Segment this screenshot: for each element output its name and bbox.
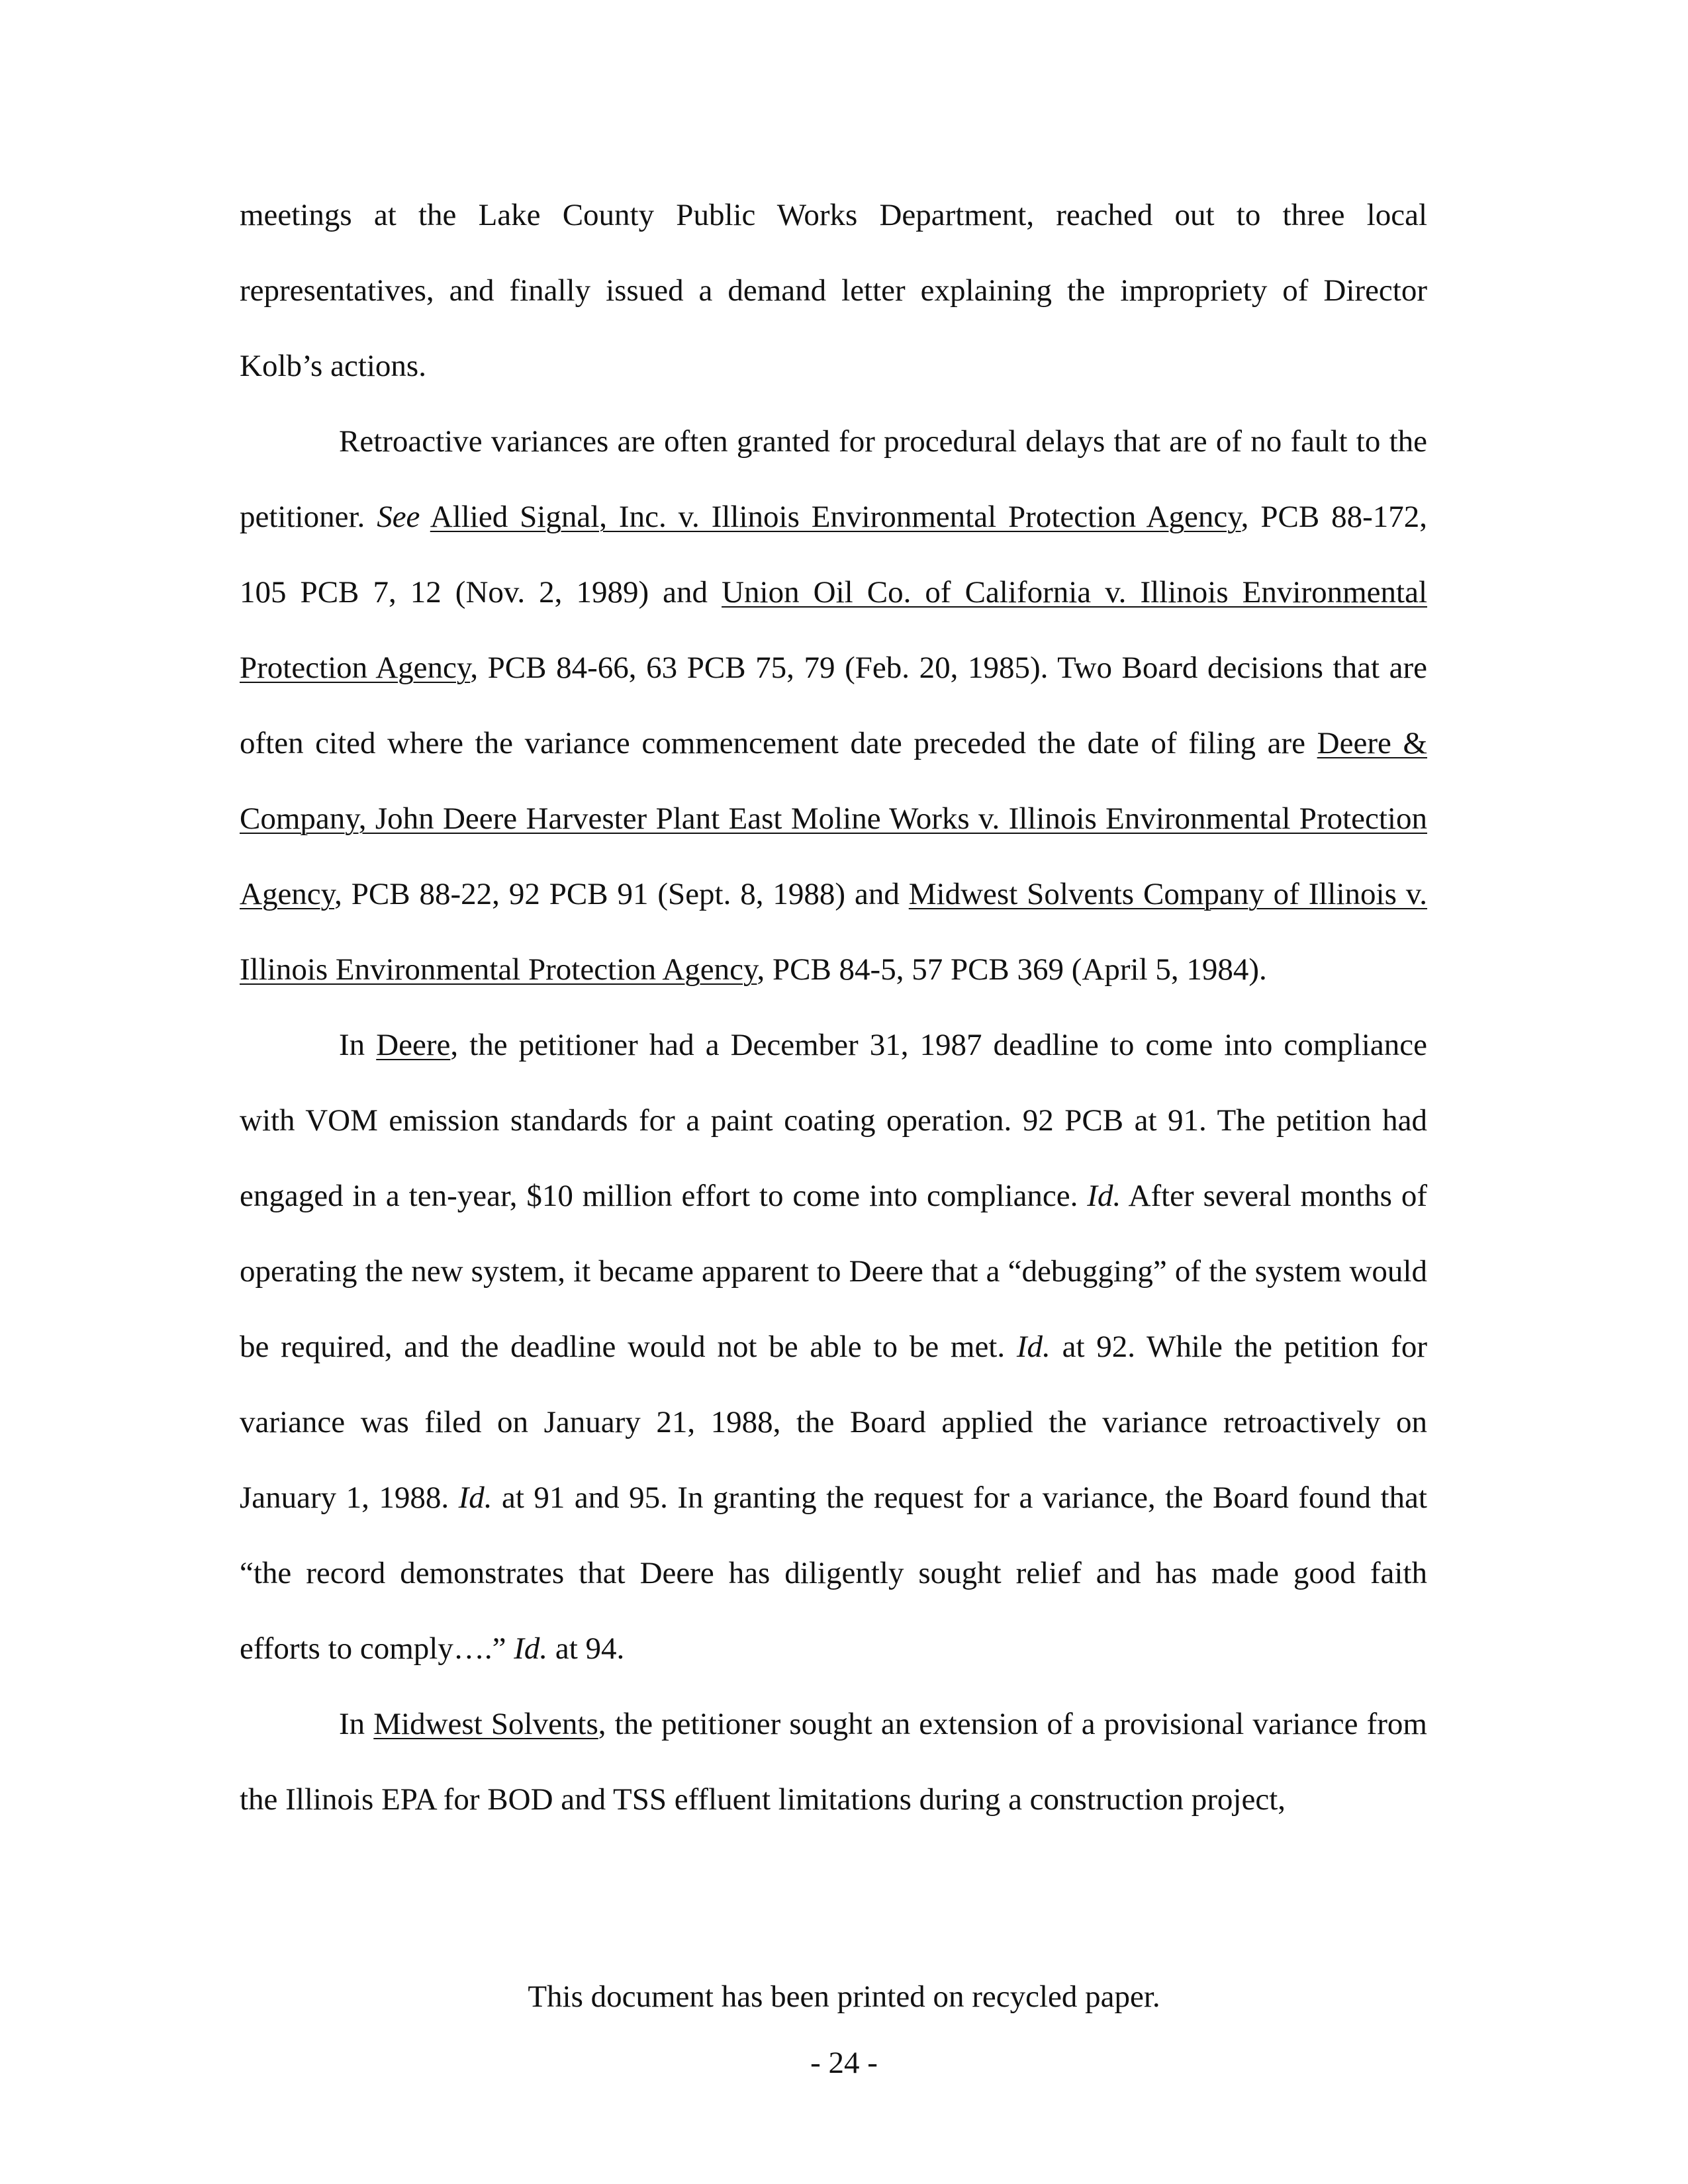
paragraph-1 bbox=[240, 177, 1427, 404]
paragraph-2 bbox=[240, 404, 1427, 1007]
text-run: In bbox=[339, 1707, 374, 1741]
signal-word: Id. bbox=[458, 1480, 492, 1515]
paragraph-3 bbox=[240, 1007, 1427, 1686]
text-run: at 94. bbox=[547, 1631, 625, 1666]
text-run: After several months of operating the new system, it became apparent to Deere that a “debugging” of the system would be required, and the deadline would not be able to be met. bbox=[240, 1179, 1427, 1364]
case-citation: Allied Signal, Inc. v. Illinois Environmental Protection Agency bbox=[430, 500, 1241, 534]
case-citation: Deere & Company, John Deere Harvester Plant East Moline Works v. Illinois Environmental Protection Agency bbox=[240, 726, 1427, 911]
text-run: , PCB 84-66, 63 PCB 75, 79 (Feb. 20, 1985). Two Board decisions that are often cited where the variance commencement date preceded the date of filing are bbox=[240, 651, 1427, 760]
signal-word: See bbox=[377, 500, 420, 534]
text-run: , the petitioner sought an extension of a provisional variance from the Illinois EPA for BOD and TSS effluent limitations during a construction project, bbox=[240, 1707, 1427, 1817]
case-citation: Midwest Solvents Company of Illinois v. Illinois Environmental Protection Agency bbox=[240, 877, 1428, 987]
text-run bbox=[420, 500, 430, 534]
case-citation: Deere bbox=[376, 1028, 451, 1062]
case-citation: Midwest Solvents bbox=[373, 1707, 598, 1741]
text-run: In bbox=[339, 1028, 377, 1062]
page-number: - 24 - bbox=[810, 2046, 878, 2080]
text-run: Retroactive variances are often granted for procedural delays that are of no fault to the petitioner. bbox=[240, 424, 1427, 534]
recycled-paper-note: This document has been printed on recycled paper. bbox=[528, 1979, 1160, 2014]
text-run: , PCB 88-172, 105 PCB 7, 12 (Nov. 2, 1989) and bbox=[240, 500, 1427, 610]
text-run: at 91 and 95. In granting the request for a variance, the Board found that “the record demonstrates that Deere has diligently sought relief and has made good faith efforts to comply….” bbox=[240, 1480, 1427, 1666]
text-run: at 92. While the petition for variance was filed on January 21, 1988, the Board applied the variance retroactively on January 1, 1988. bbox=[240, 1330, 1427, 1515]
text-run: , PCB 84-5, 57 PCB 369 (April 5, 1984). bbox=[757, 952, 1267, 987]
signal-word: Id. bbox=[514, 1631, 548, 1666]
signal-word: Id. bbox=[1087, 1179, 1121, 1213]
case-citation: Union Oil Co. of California v. Illinois Environmental Protection Agency bbox=[240, 575, 1427, 685]
document-body bbox=[240, 177, 1427, 1837]
paragraph-4 bbox=[240, 1686, 1427, 1837]
text-run: , PCB 88-22, 92 PCB 91 (Sept. 8, 1988) and bbox=[334, 877, 909, 911]
text-run: , the petitioner had a December 31, 1987 deadline to come into compliance with VOM emission standards for a paint coating operation. 92 PCB at 91. The petition had engaged in a ten-year, $10 million effort to come into compliance. bbox=[240, 1028, 1427, 1213]
signal-word: Id. bbox=[1016, 1330, 1051, 1364]
text-run: meetings at the Lake County Public Works Department, reached out to three local representatives, and finally issued a demand letter explaining the impropriety of Director Kolb’s actions. bbox=[240, 198, 1427, 383]
